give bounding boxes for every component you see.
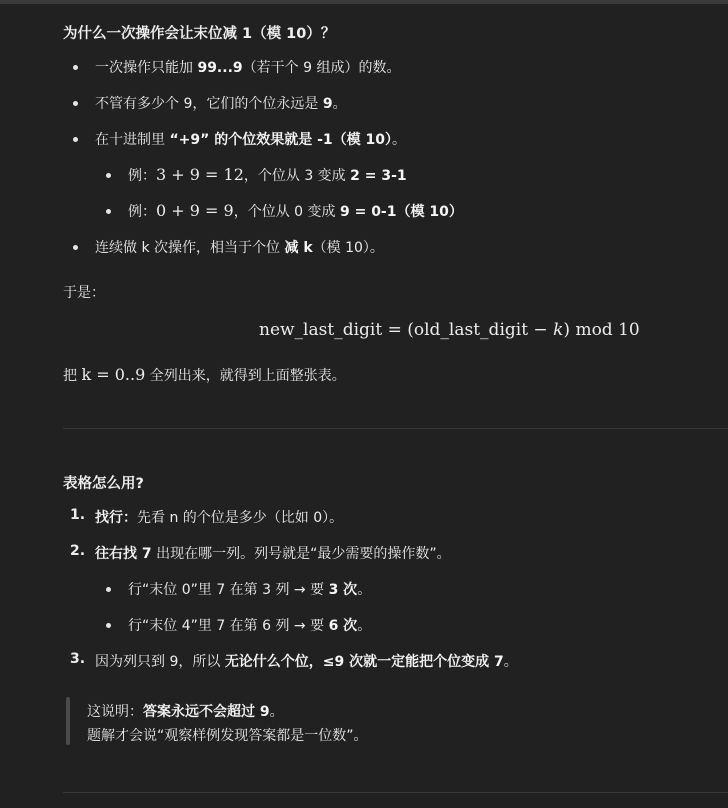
- step-1: [95, 507, 343, 527]
- step-3-text: 因为列只到 9，所以: [95, 654, 225, 670]
- b1-bold: 99...9: [197, 60, 243, 76]
- step-2-sub-a: [128, 579, 371, 599]
- blockquote-bar: [66, 697, 70, 745]
- quote-post: 。: [269, 704, 284, 720]
- blockquote-line-2: 题解才会说“观察样例发现答案都是一位数”。: [87, 728, 368, 744]
- b3-bold: “+9” 的个位效果就是 -1（模 10）: [169, 132, 392, 148]
- step-2: [95, 543, 451, 563]
- conclusion-post: 全列出来，就得到上面整张表。: [145, 368, 346, 384]
- s2a-text: 行“末位 0”里 7 在第 3 列 → 要: [128, 582, 329, 598]
- b3-text-post: 。: [391, 132, 406, 148]
- formula-k: k: [553, 320, 564, 340]
- formula-lhs: new_last_digit: [259, 320, 383, 340]
- list-item-b2: [95, 93, 347, 113]
- formula-rhs-var: old_last_digit: [413, 320, 529, 340]
- sub-bullet-dot: [106, 173, 111, 178]
- formula-minus: −: [528, 320, 554, 340]
- b4-text: 连续做 k 次操作，相当于个位: [95, 240, 285, 256]
- b1-text-post: （若干个 9 组成）的数。: [242, 60, 401, 76]
- step-1-text: 先看 n 的个位是多少（比如 0）。: [137, 510, 344, 526]
- sub2-label: 例：: [128, 204, 156, 220]
- b2-text-post: 。: [332, 96, 347, 112]
- step-number: 1.: [70, 507, 86, 523]
- step-2-bold: 往右找 7: [95, 546, 152, 562]
- b2-bold: 9: [322, 96, 333, 112]
- s2b-text-post: 。: [357, 618, 372, 634]
- blockquote-line-1: [87, 701, 284, 721]
- b1-text: 一次操作只能加: [95, 60, 198, 76]
- step-3: [95, 651, 518, 671]
- formula: [259, 320, 640, 340]
- thus-label: 于是：: [63, 285, 105, 301]
- bullet-dot: [73, 137, 78, 142]
- list-item-b3: [95, 129, 406, 149]
- step-3-bold: 无论什么个位，≤9 次就一定能把个位变成 7: [224, 654, 504, 670]
- divider: [63, 792, 728, 793]
- section-heading-how-to-use: 表格怎么用?: [63, 476, 144, 492]
- s2a-bold: 3 次: [328, 582, 358, 598]
- formula-open-paren: (: [407, 320, 414, 340]
- step-3-text-post: 。: [503, 654, 518, 670]
- list-item-sub2: [128, 201, 463, 221]
- conclusion-math: k = 0..9: [81, 365, 146, 384]
- list-item-b1: [95, 57, 400, 77]
- b2-text: 不管有多少个 9，它们的个位永远是: [95, 96, 323, 112]
- b4-text-post: （模 10）。: [312, 240, 384, 256]
- formula-close-paren: ): [563, 320, 571, 340]
- list-item-sub1: [128, 165, 407, 185]
- quote-label: 这说明：: [87, 704, 143, 720]
- sub2-math: 0 + 9 = 9: [156, 201, 234, 220]
- sub1-text: ，个位从 3 变成: [243, 168, 351, 184]
- sub1-math: 3 + 9 = 12: [156, 165, 244, 184]
- bullet-dot: [73, 101, 78, 106]
- sub-bullet-dot: [106, 587, 111, 592]
- step-number: 3.: [70, 651, 86, 667]
- divider: [63, 428, 728, 429]
- sub1-label: 例：: [128, 168, 156, 184]
- sub1-bold: 2 = 3-1: [350, 168, 407, 184]
- list-item-b4: [95, 237, 384, 257]
- step-1-bold: 找行：: [95, 510, 137, 526]
- step-2-sub-b: [128, 615, 371, 635]
- sub-bullet-dot: [106, 209, 111, 214]
- bullet-dot: [73, 245, 78, 250]
- b4-bold: 减 k: [284, 240, 313, 256]
- b3-text: 在十进制里: [95, 132, 170, 148]
- s2a-text-post: 。: [357, 582, 372, 598]
- bullet-dot: [73, 65, 78, 70]
- sub-bullet-dot: [106, 623, 111, 628]
- s2b-bold: 6 次: [328, 618, 358, 634]
- sub2-bold: 9 = 0-1（模 10）: [339, 204, 463, 220]
- conclusion-line: [63, 365, 346, 385]
- sub2-text: ，个位从 0 变成: [233, 204, 340, 220]
- formula-eq: =: [382, 320, 408, 340]
- conclusion-pre: 把: [63, 368, 82, 384]
- top-border: [0, 0, 728, 4]
- quote-bold: 答案永远不会超过 9: [143, 704, 270, 720]
- step-number: 2.: [70, 543, 86, 559]
- formula-mod: mod 10: [570, 320, 640, 340]
- s2b-text: 行“末位 4”里 7 在第 6 列 → 要: [128, 618, 329, 634]
- step-2-text: 出现在哪一列。列号就是“最少需要的操作数”。: [151, 546, 451, 562]
- section-heading-why: 为什么一次操作会让末位减 1（模 10）？: [63, 26, 336, 42]
